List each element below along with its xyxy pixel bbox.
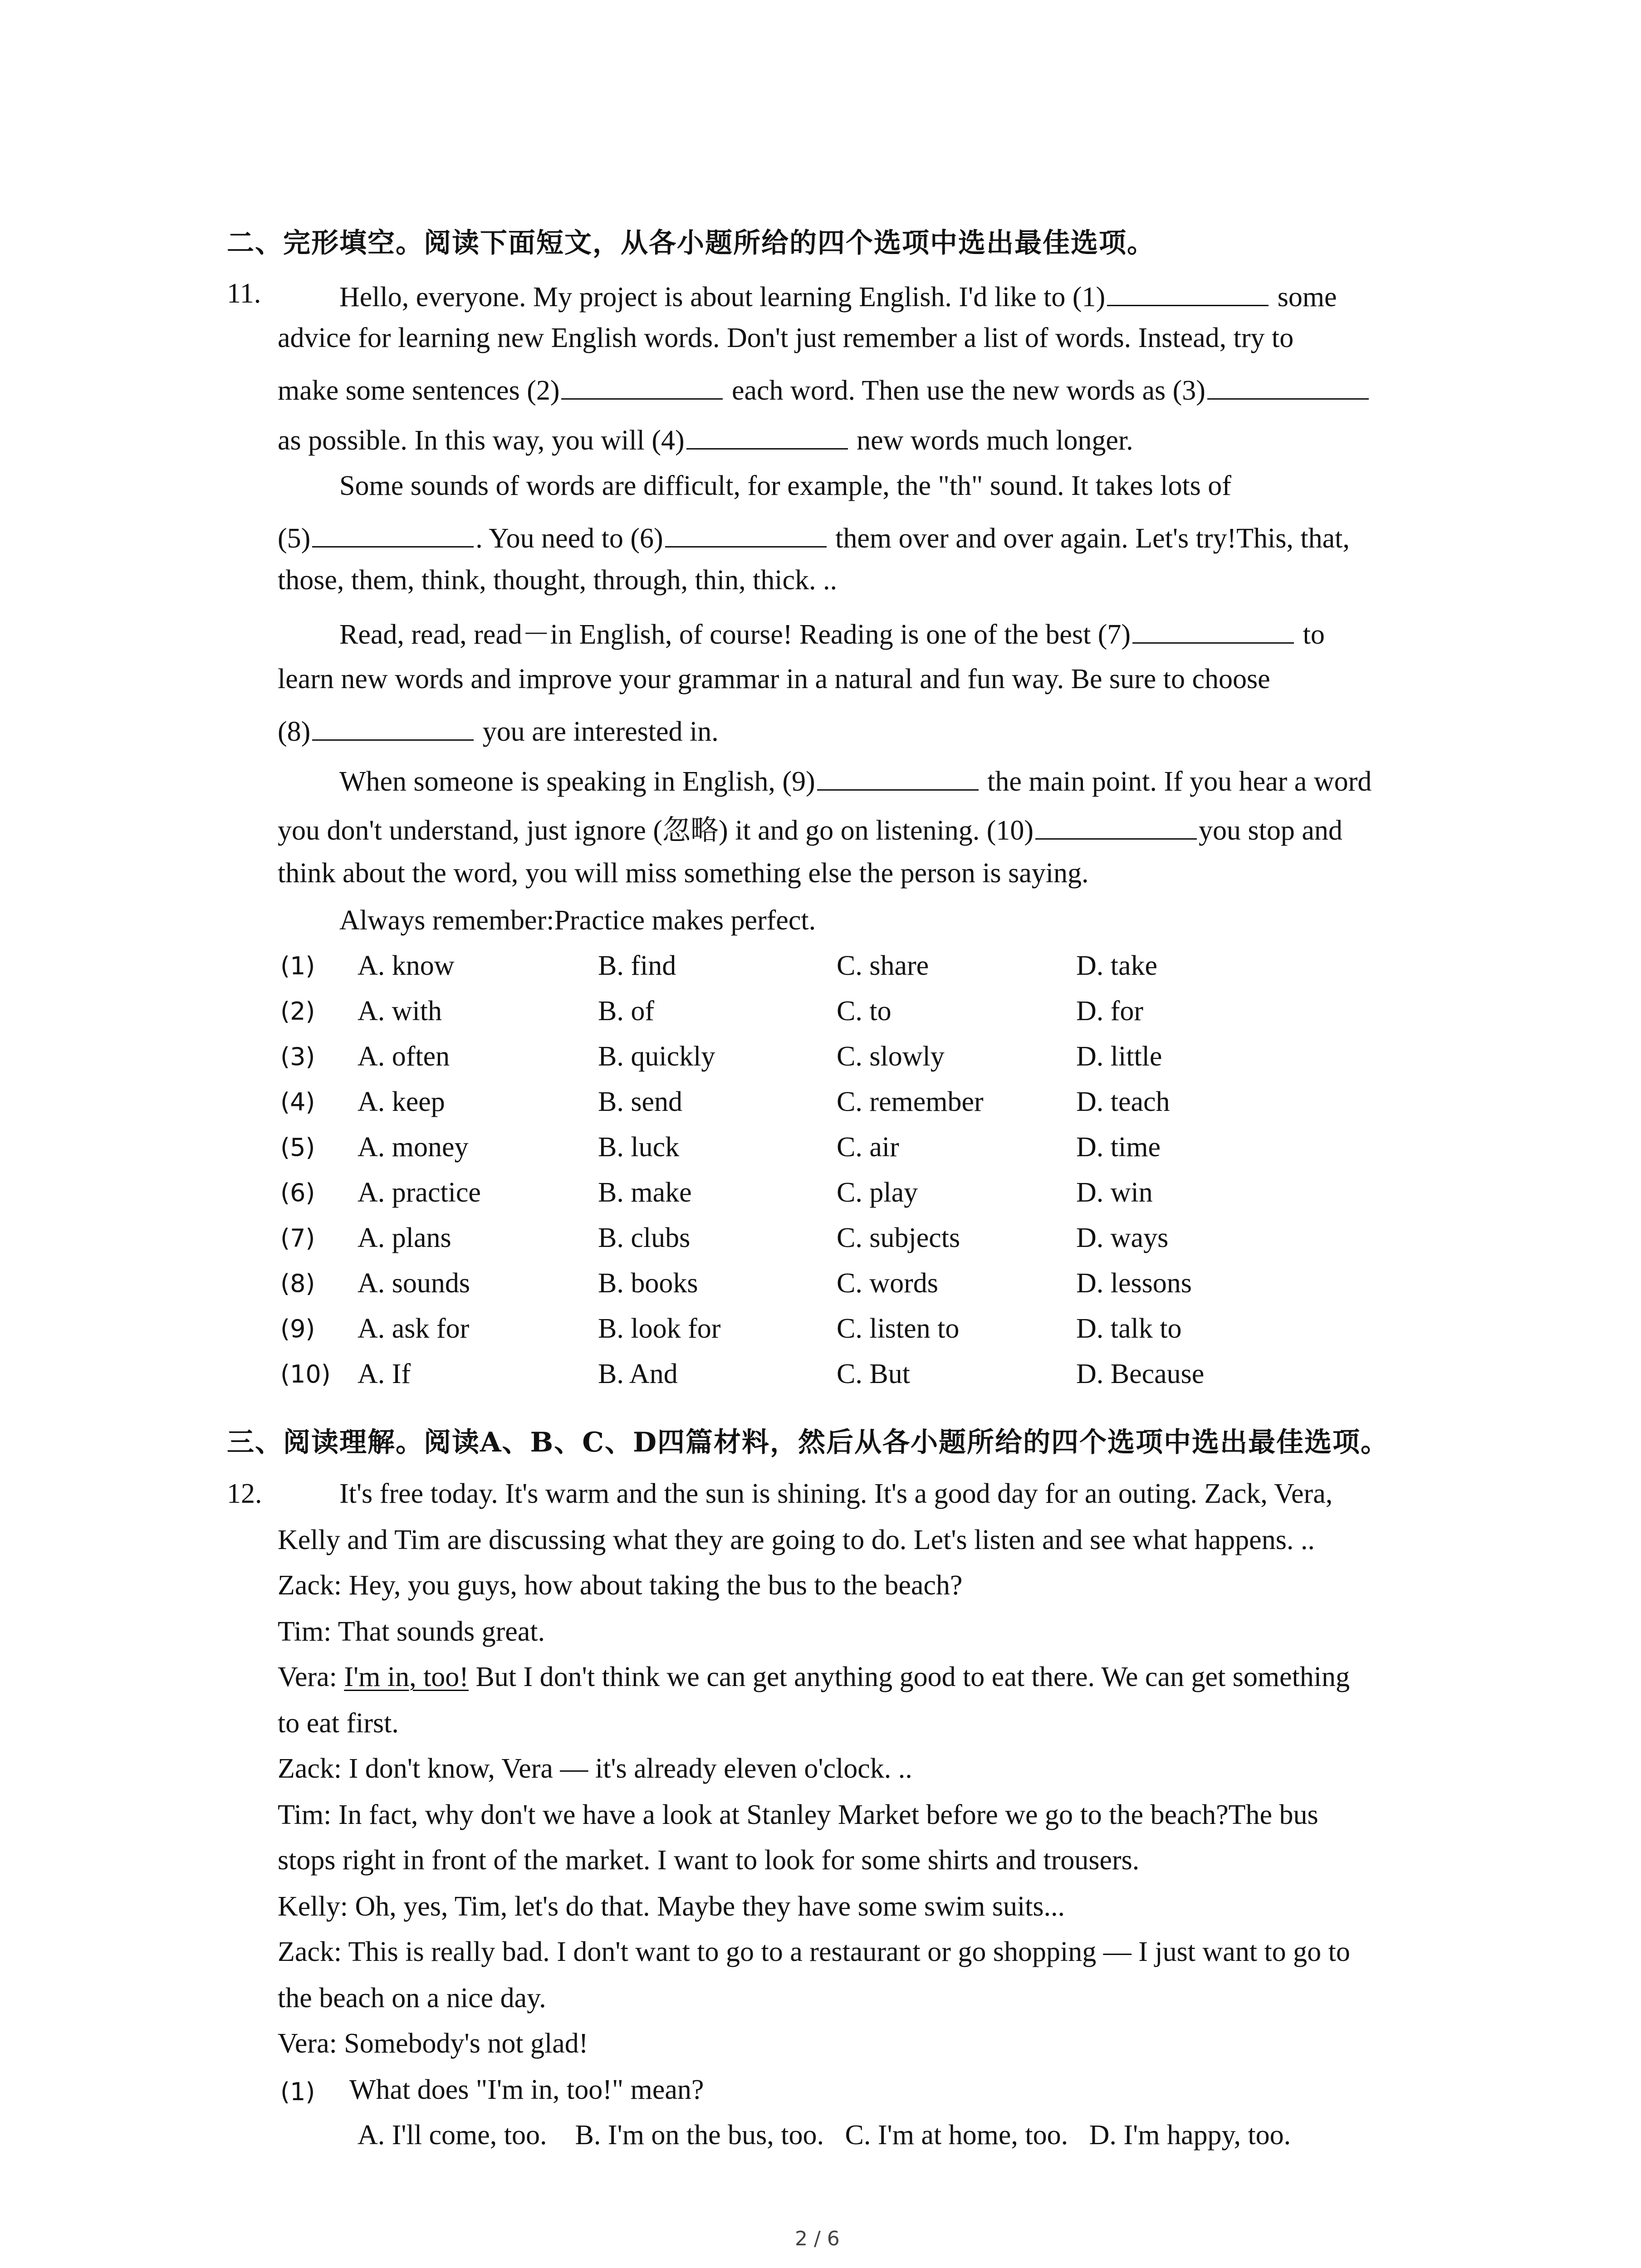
page-number: 2 / 6 bbox=[795, 2227, 840, 2250]
choice-b[interactable]: B. clubs bbox=[598, 1222, 691, 1253]
blank-2[interactable] bbox=[561, 373, 723, 400]
passage-line: Vera: Somebody's not glad! bbox=[278, 2028, 588, 2059]
passage-line: the beach on a nice day. bbox=[278, 1983, 546, 2014]
choice-b[interactable]: B. make bbox=[598, 1177, 692, 1208]
choice-b[interactable]: B. And bbox=[598, 1359, 678, 1389]
question-number: 11. bbox=[227, 278, 261, 309]
choice-b[interactable]: B. of bbox=[598, 996, 654, 1026]
choice-c[interactable]: C. But bbox=[837, 1359, 910, 1389]
choice-d[interactable]: D. ways bbox=[1076, 1222, 1169, 1253]
passage-line: When someone is speaking in English, (9) the main point. If you hear a word bbox=[339, 764, 1372, 796]
choice-c[interactable]: C. remember bbox=[837, 1086, 984, 1117]
passage-line: It's free today. It's warm and the sun is shining. It's a good day for an outing. Zack, Vera, bbox=[339, 1478, 1333, 1509]
choice-d[interactable]: D. Because bbox=[1076, 1359, 1205, 1389]
blank-6[interactable] bbox=[665, 521, 827, 547]
passage-line: Kelly and Tim are discussing what they are going to do. Let's listen and see what happens. .. bbox=[278, 1525, 1315, 1555]
option-row-number: (1) bbox=[280, 952, 315, 980]
blank-9[interactable] bbox=[817, 764, 979, 791]
choice-d[interactable]: D. win bbox=[1076, 1177, 1153, 1208]
section-2-heading: 二、完形填空。阅读下面短文，从各小题所给的四个选项中选出最佳选项。 bbox=[227, 227, 1155, 259]
passage-line: Read, read, read－in English, of course! Reading is one of the best (7) to bbox=[339, 617, 1325, 649]
choice-d[interactable]: D. for bbox=[1076, 996, 1144, 1026]
underlined-phrase: I'm in, too! bbox=[344, 1662, 469, 1692]
sub-question-text: What does "I'm in, too!" mean? bbox=[349, 2074, 704, 2105]
passage-line: (5) . You need to (6) them over and over again. Let's try!This, that, bbox=[278, 521, 1350, 552]
option-row-number: (9) bbox=[280, 1315, 315, 1343]
blank-8[interactable] bbox=[312, 714, 474, 741]
option-row-number: (7) bbox=[280, 1224, 315, 1252]
choice-c[interactable]: C. listen to bbox=[837, 1313, 960, 1344]
choice-a[interactable]: A. with bbox=[358, 996, 442, 1026]
option-row-number: (3) bbox=[280, 1042, 315, 1071]
passage-line: Tim: That sounds great. bbox=[278, 1616, 545, 1647]
choice-b[interactable]: B. send bbox=[598, 1086, 682, 1117]
choice-d[interactable]: D. little bbox=[1076, 1041, 1162, 1072]
passage-line: think about the word, you will miss something else the person is saying. bbox=[278, 858, 1089, 889]
passage-line: advice for learning new English words. Don't just remember a list of words. Instead, try to bbox=[278, 323, 1294, 353]
choice-b[interactable]: B. find bbox=[598, 950, 676, 981]
choice-a[interactable]: A. plans bbox=[358, 1222, 451, 1253]
choice-b[interactable]: B. look for bbox=[598, 1313, 721, 1344]
choice-a[interactable]: A. often bbox=[358, 1041, 450, 1072]
choice-a[interactable]: A. ask for bbox=[358, 1313, 470, 1344]
choice-d[interactable]: D. take bbox=[1076, 950, 1158, 981]
choice-b[interactable]: B. luck bbox=[598, 1132, 680, 1163]
blank-7[interactable] bbox=[1132, 617, 1294, 644]
option-row-number: (5) bbox=[280, 1133, 315, 1162]
section-3-heading: 三、阅读理解。阅读A、B、C、D四篇材料，然后从各小题所给的四个选项中选出最佳选项。 bbox=[227, 1427, 1389, 1458]
choice-a[interactable]: A. sounds bbox=[358, 1268, 470, 1299]
passage-line: Zack: This is really bad. I don't want to go to a restaurant or go shopping — I just want to go to bbox=[278, 1936, 1350, 1967]
choice-d[interactable]: D. teach bbox=[1076, 1086, 1170, 1117]
passage-line: Zack: Hey, you guys, how about taking the bus to the beach? bbox=[278, 1570, 963, 1601]
choice-c[interactable]: C. words bbox=[837, 1268, 938, 1299]
choice-b[interactable]: B. quickly bbox=[598, 1041, 715, 1072]
passage-line: Some sounds of words are difficult, for example, the "th" sound. It takes lots of bbox=[339, 470, 1231, 501]
blank-1[interactable] bbox=[1107, 279, 1269, 306]
choice-c[interactable]: C. play bbox=[837, 1177, 918, 1208]
sub-question-number: (1) bbox=[280, 2077, 315, 2106]
choice-a[interactable]: A. know bbox=[358, 950, 455, 981]
choice-c[interactable]: C. to bbox=[837, 996, 892, 1026]
blank-10[interactable] bbox=[1035, 813, 1197, 840]
blank-4[interactable] bbox=[686, 423, 848, 450]
choice-a[interactable]: A. keep bbox=[358, 1086, 445, 1117]
choice-c[interactable]: C. slowly bbox=[837, 1041, 945, 1072]
choice-c[interactable]: C. share bbox=[837, 950, 929, 981]
question-number: 12. bbox=[227, 1478, 262, 1509]
passage-line: Hello, everyone. My project is about learning English. I'd like to (1) some bbox=[339, 279, 1337, 311]
choice-a[interactable]: A. money bbox=[358, 1132, 469, 1163]
choice-d[interactable]: D. talk to bbox=[1076, 1313, 1182, 1344]
option-row-number: (2) bbox=[280, 997, 315, 1026]
passage-line: to eat first. bbox=[278, 1708, 399, 1739]
blank-5[interactable] bbox=[312, 521, 474, 547]
choice-d[interactable]: D. time bbox=[1076, 1132, 1161, 1163]
passage-line: those, them, think, thought, through, thin, thick. .. bbox=[278, 565, 838, 596]
choice-c[interactable]: C. subjects bbox=[837, 1222, 960, 1253]
option-row-number: (8) bbox=[280, 1269, 315, 1298]
passage-line: make some sentences (2) each word. Then use the new words as (3) bbox=[278, 373, 1371, 405]
choice-d[interactable]: D. lessons bbox=[1076, 1268, 1192, 1299]
option-row-number: (6) bbox=[280, 1178, 315, 1207]
passage-line: Zack: I don't know, Vera — it's already eleven o'clock. .. bbox=[278, 1753, 912, 1784]
choice-a[interactable]: A. If bbox=[358, 1359, 411, 1389]
passage-line: (8) you are interested in. bbox=[278, 714, 719, 746]
passage-line: Tim: In fact, why don't we have a look at Stanley Market before we go to the beach?The bus bbox=[278, 1799, 1318, 1830]
passage-line: Vera: I'm in, too! But I don't think we can get anything good to eat there. We can get something bbox=[278, 1662, 1350, 1692]
option-row-number: (10) bbox=[280, 1360, 331, 1388]
choice-b[interactable]: B. books bbox=[598, 1268, 698, 1299]
passage-line: Always remember:Practice makes perfect. bbox=[339, 905, 816, 936]
passage-line: you don't understand, just ignore (忽略) it and go on listening. (10) you stop and bbox=[278, 813, 1342, 845]
choice-a[interactable]: A. practice bbox=[358, 1177, 481, 1208]
blank-3[interactable] bbox=[1207, 373, 1369, 400]
option-row-number: (4) bbox=[280, 1088, 315, 1116]
passage-line: as possible. In this way, you will (4) new words much longer. bbox=[278, 423, 1133, 455]
passage-line: stops right in front of the market. I want to look for some shirts and trousers. bbox=[278, 1845, 1140, 1876]
choice-c[interactable]: C. air bbox=[837, 1132, 899, 1163]
sub-question-choices[interactable]: A. I'll come, too. B. I'm on the bus, too. C. I'm at home, too. D. I'm happy, too. bbox=[358, 2120, 1291, 2151]
passage-line: learn new words and improve your grammar in a natural and fun way. Be sure to choose bbox=[278, 664, 1270, 694]
passage-line: Kelly: Oh, yes, Tim, let's do that. Maybe they have some swim suits... bbox=[278, 1891, 1065, 1922]
